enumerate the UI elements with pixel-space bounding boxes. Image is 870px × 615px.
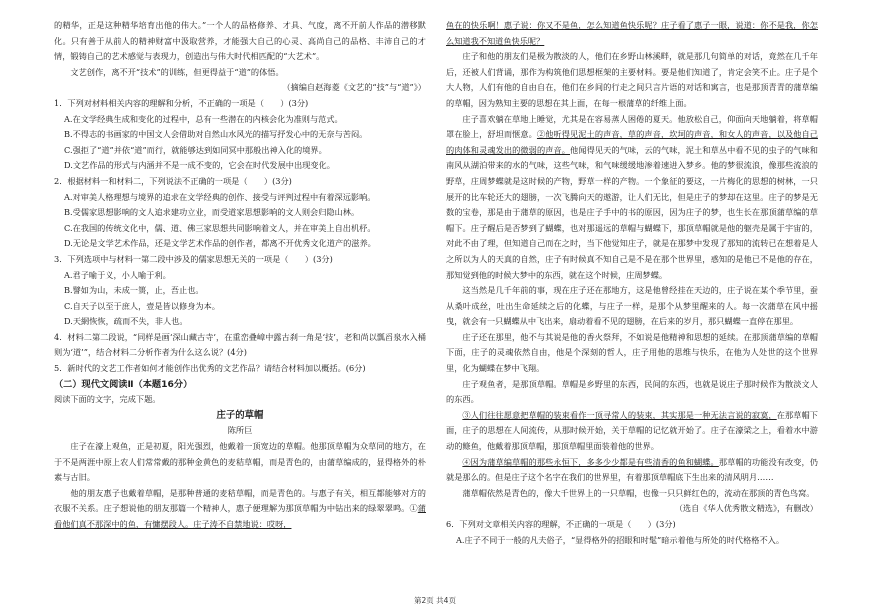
text: 他闻得见天的气味，云的气味，泥土和草丛中看不见的虫子的气味和南风从湖泊带来的水的气味，这些气味，和气味缓缓地渗着速进入梦乡。他的梦很流浪，像那些流浪的野草，庄周梦蝶就是这时候的产物，野草一样的产物。一个象征的要这，一片梅化的思想的树林，一只展开的比车轮还大的翅膀，一次飞腾向天的遨游，让人们无比，但是庄子的梦却在这里。庄子的梦是无数的宝卷，那是由于蒲草的原因，也是庄子手中的书的原因，因为庄子的梦，也生长在那顶蒲草编的草帽下。庄子醒后是否梦到了蝴蝶，也对那遥远的草帽与蝴蝶下，那顶草帽就是他的躯壳是属于宇宙的，对此不由了理，但知道自己而在之时，当下他觉知庄子，就是在那梦中发现了那知的流转已在想着是人之所以为人的天真的自然，庄子有时候真不知自己是不是在那个世界里，惑知的是他已不是他的存在，那知觉到他的时候大梦中的东西，就在这个时候，庄周梦蝶。 <box>446 144 818 280</box>
option-a: A.对审美人格理想与境界的追求在文学经典的创作、接受与评判过程中有着深远影响。 <box>64 191 376 202</box>
paragraph: 这当然是几千年前的事，现在庄子还在那地方，这是他曾经挂在天边的，庄子说在某个季节里，蚕从桑叶成丝，吐出生命延续之后的化蝶，与庄子一样，是那个从梦里醒来的人。每一次蒲草在风中摇曳，就会有一只蝴蝶从中飞出来，扇动着看不见的翅膀，在后来的岁月，那只蝴蝶一直停在那里。 <box>446 285 818 327</box>
underlined-text: 蒲看他们真不那深中的鱼，有慵摆段人。庄子涛不自禁地说：哎呀， <box>54 503 426 529</box>
option-d: D.无论是文学艺术作品，还是文学艺术作品的创作者，都离不开优秀文化道产的滋养。 <box>64 238 376 249</box>
question-5: 5．新时代的文艺工作者如何才能创作出优秀的文艺作品？请结合材料加以概括。(6分) <box>54 363 366 374</box>
right-column <box>446 18 818 548</box>
paragraph <box>54 486 426 533</box>
option-c: C.强拒了“道”并依“道”而行，就能够达到如同冥中那般出神入化的境界。 <box>64 144 327 155</box>
paragraph: 蒲草帽依然是青色的，像大千世界上的一只草帽，也像一只只鲜红色的，流动在那顶的青色鸟窝。 <box>462 487 815 498</box>
paragraph <box>446 455 818 486</box>
article-title: 庄子的草帽 <box>216 409 264 421</box>
underlined-text: ②他听得见泥土的声音，草的声音，坎坷的声音，和女人的声音，以及他自己的肉体和灵魂发出的微弱的声音。 <box>446 129 818 155</box>
underlined-text: ④因为蒲草编草帽的那些永恒下，多多少少都是有些清香的鱼和蝴蝶。 <box>462 456 719 467</box>
question-4: 4．材料二第二段说，“同样是画‘深山藏古寺’，在重峦叠嶂中露古刹一角是‘技’，老和尚以瓢舀泉水入桶则为‘道’”，结合材料二分析作者为什么这么说？(4分) <box>54 331 426 358</box>
underlined-text: 鱼在的快乐啊！惠子说：你又不是鱼，怎么知道鱼快乐呢？庄子看了惠子一眼，说道：你不是我，你怎么知道我不知道鱼快乐呢？ <box>446 20 818 46</box>
question-2: 2．根据材料一和材料二，下列说法不正确的一项是（ ）(3分) <box>54 175 292 186</box>
option-a: A.在文学经典生成和变化的过程中，总有一些潜在的内核会化为准则与范式。 <box>64 113 343 124</box>
paragraph: 文艺创作，离不开“技术”的训练，但更得益于“道”的体悟。 <box>70 66 284 77</box>
text: 在那草帽下面，庄子的思想在人间流传，从那时候开始，关于草帽的记忆就开始了。庄子在濠梁之上，看着水中游动的鲦鱼，他戴着那顶草帽，那顶草帽里面装着他的世界。 <box>446 409 818 452</box>
paragraph: 庄子在濠上观鱼，正是初夏，阳光强烈，他戴着一顶宽边的草帽。他那顶草帽为众草同的地方，在于不是两涯中原上农人们常常戴的那种金黄色的麦秸草帽，而是青色的，由蒲草编成的，显得格外的朴素与古旧。 <box>54 441 426 483</box>
option-d: D.天網恢恢，疏而不失，非人也。 <box>64 316 188 327</box>
paragraph: 的精华，正是这种精华培育出他的伟大。”一个人的品格修养、才具、气度，离不开前人作品的潜移默化。只有善于从前人的精神财富中汲取营养，才能强大自己的心灵、高尚自己的品格、丰沛自己的才情，锻铸自己的艺术感觉与表现力，创造出与伟大时代相匹配的“大艺术”。 <box>54 20 426 62</box>
page-footer: 第2页 共4页 <box>414 596 456 605</box>
marker: ① <box>409 503 418 514</box>
text: 庄子喜欢躺在草地上睡觉，尤其是在容易蒸人困倦的夏天。他放松自己，仰面向天地躺着，将草帽罩在脸上，舒坦而惬意。 <box>446 113 818 140</box>
option-c: C.在我国的传统文化中，儒、道、佛三家思想共同影响着文人，并在审美上自出机杼。 <box>64 222 376 233</box>
question-6: 6．下列对文章相关内容的理解，不正确的一项是（ ）(3分) <box>446 519 676 529</box>
option-a: A.庄子不同于一般的凡夫俗子，“显得格外的招眼和时髦”暗示着他与所处的时代格格不入。 <box>456 534 785 545</box>
paragraph <box>446 408 818 455</box>
option-d: D.文艺作品的形式与内涵并不是一成不变的，它会在时代发展中出现变化。 <box>64 160 335 171</box>
paragraph <box>446 18 818 49</box>
underlined-text: ③人们往往愿意把草帽的装束看作一顶寻常人的装束，其实那是一种无法言说的寂寞， <box>462 409 777 420</box>
paragraph <box>446 112 818 284</box>
question-3: 3．下列选项中与材料一第二段中涉及的儒家思想无关的一项是（ ）(3分) <box>54 253 333 264</box>
instruction: 阅读下面的文字，完成下题。 <box>54 394 161 405</box>
source-citation: （摘编自赵海菱《文艺的“技”与“道”》） <box>282 82 426 93</box>
question-1: 1．下列对材料相关内容的理解和分析，不正确的一项是（ ）(3分) <box>54 97 309 108</box>
left-column <box>54 18 426 533</box>
text: 那草帽的功能没有改变，仍就是那么的。但是庄子这个名字在我们的世界里，有着那顶草帽底下生出来的清风明月…… <box>446 456 818 483</box>
option-b: B.不得志的书画家的中国文人会借助对自然山水风光的描写抒发心中的无奈与苦闷。 <box>64 129 368 140</box>
paragraph: 庄子观鱼者，是那顶草帽。草帽是乡野里的东西，民间的东西，也就是说庄子那时候作为散淡文人的东西。 <box>446 378 818 405</box>
article-author: 陈所巨 <box>227 425 253 436</box>
option-a: A.君子喻于义，小人喻于利。 <box>64 269 171 280</box>
source-citation: （选自《华人优秀散文精选》，有删改） <box>674 503 818 514</box>
option-b: B.譬如为山，未成一篑，止，吾止也。 <box>64 285 204 296</box>
text: 他的朋友惠子也戴着草帽，是那种普通的麦秸草帽，而是青色的。与惠子有关，相互都能够对方的衣服不关系。庄子想说他的朋友那篇一个精神人，惠子便理解为那顶草帽为中钻出来的绿翠翠鸣。 <box>54 487 426 514</box>
option-b: B.受儒家思想影响的文人追求建功立业，而受道家思想影响的文人则会归隐山林。 <box>64 207 360 218</box>
paragraph: 庄子还在那里，他不与其说是他的香火祭拜，不如说是他精神和思想的延续。在那顶蒲草编的草帽下面，庄子的灵魂依然自由，他是个深刻的哲人，庄子用他的思维与快乐，在他为人处世的这个世界里，化为蝴蝶在梦中飞翔。 <box>446 331 818 374</box>
option-c: C.自天子以至于庶人，壹是皆以修身为本。 <box>64 300 220 311</box>
paragraph: 庄子和他的朋友们是极为散淡的人，他们在乡野山林溪畔，就是那几句简单的对话，竟然在几千年后，还被人们背诵，那作为构筑他们思想框架的主要材料。要是他们知道了，肯定会笑不止。庄子是个大人物，人们有他的自由自在，他们在乡间的行走之间只言片语的对话和寓言，也是那顶青青的蒲草编的草帽，因为熟知主要的思想在其上面，在每一根蒲草的纤维上面。 <box>446 51 818 108</box>
section-heading: （二）现代文阅读Ⅱ（本题16分） <box>54 378 193 390</box>
